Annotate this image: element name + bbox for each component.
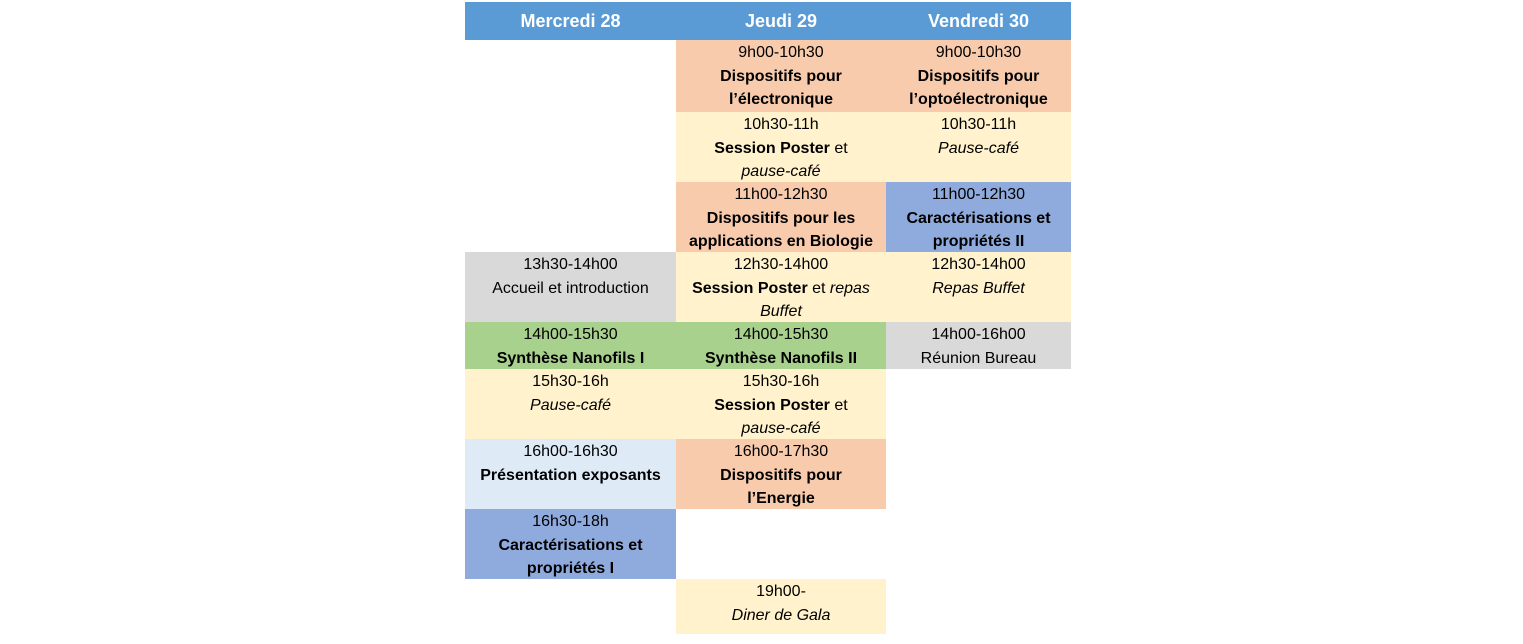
session-note: Diner de Gala xyxy=(731,606,831,624)
session-title: Accueil et introduction xyxy=(492,279,649,297)
session-time: 10h30-11h xyxy=(743,116,819,133)
session-note: Repas Buffet xyxy=(932,279,1025,297)
session-time: 13h30-14h00 xyxy=(523,256,618,273)
session-time: 9h00-10h30 xyxy=(738,44,824,61)
session-cell xyxy=(465,322,676,369)
session-cell xyxy=(676,252,886,322)
session-cell xyxy=(465,252,676,322)
session-time: 15h30-16h xyxy=(742,373,820,390)
day-header-jeudi: Jeudi 29 xyxy=(676,2,886,40)
session-title: Session Poster xyxy=(714,139,830,157)
session-cell xyxy=(676,40,886,112)
day-header-vendredi: Vendredi 30 xyxy=(886,2,1071,40)
session-time: 16h30-18h xyxy=(532,513,609,530)
session-title: Session Poster xyxy=(714,396,830,414)
session-title: propriétés II xyxy=(932,233,1025,250)
session-title: Réunion Bureau xyxy=(920,349,1037,367)
session-time: 15h30-16h xyxy=(532,373,609,390)
session-time: 19h00- xyxy=(756,583,806,600)
session-title: Session Poster xyxy=(692,279,808,297)
schedule-table xyxy=(465,2,1071,634)
session-cell xyxy=(886,112,1071,182)
session-title: Synthèse Nanofils I xyxy=(496,349,645,367)
session-note: pause-café xyxy=(741,163,821,180)
session-cell xyxy=(886,182,1071,252)
session-note: Pause-café xyxy=(530,396,611,414)
session-cell xyxy=(676,112,886,182)
session-cell xyxy=(465,369,676,439)
session-cell xyxy=(676,369,886,439)
session-time: 10h30-11h xyxy=(940,116,1017,133)
session-note: repas xyxy=(829,279,870,297)
session-title: Dispositifs pour xyxy=(720,67,842,85)
session-time: 16h00-17h30 xyxy=(733,443,829,460)
session-cell xyxy=(465,509,676,579)
session-title: l’électronique xyxy=(728,91,834,108)
session-title: Caractérisations et xyxy=(906,209,1051,227)
session-title: Dispositifs pour xyxy=(917,67,1040,85)
session-note: Buffet xyxy=(760,303,802,320)
session-time: 14h00-16h00 xyxy=(931,326,1026,343)
session-cell xyxy=(886,322,1071,369)
session-title: Synthèse Nanofils II xyxy=(704,349,858,367)
session-title: applications en Biologie xyxy=(688,233,874,250)
session-time: 12h30-14h00 xyxy=(733,256,829,273)
session-title: Caractérisations et xyxy=(498,536,643,554)
session-time: 12h30-14h00 xyxy=(931,256,1026,273)
session-cell xyxy=(465,439,676,509)
session-time: 14h00-15h30 xyxy=(733,326,829,343)
session-cell xyxy=(676,182,886,252)
session-title: Dispositifs pour xyxy=(720,466,842,484)
session-cell xyxy=(676,579,886,634)
session-cell xyxy=(676,322,886,369)
session-connector: et xyxy=(807,279,830,297)
day-header-mercredi: Mercredi 28 xyxy=(465,2,676,40)
session-time: 16h00-16h30 xyxy=(523,443,618,460)
session-time: 11h00-12h30 xyxy=(734,186,828,203)
session-cell xyxy=(886,252,1071,322)
session-title: propriétés I xyxy=(526,560,615,577)
session-cell xyxy=(886,40,1071,112)
session-title: l’optoélectronique xyxy=(909,91,1048,108)
session-title: Présentation exposants xyxy=(480,466,661,484)
session-cell xyxy=(676,439,886,509)
session-note: Pause-café xyxy=(938,139,1019,157)
session-time: 9h00-10h30 xyxy=(935,44,1022,61)
session-connector: et xyxy=(829,139,848,157)
session-title: Dispositifs pour les xyxy=(706,209,856,227)
session-note: pause-café xyxy=(741,420,821,437)
session-connector: et xyxy=(829,396,848,414)
session-time: 14h00-15h30 xyxy=(523,326,618,343)
session-title: l’Energie xyxy=(747,490,815,507)
session-time: 11h00-12h30 xyxy=(931,186,1026,203)
